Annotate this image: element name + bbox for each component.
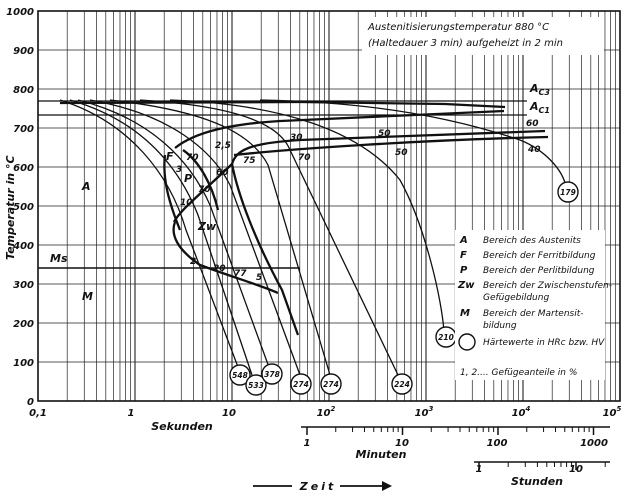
curve-label-70c: 70 [298,153,311,163]
hardness-value-378: 378 [264,370,280,379]
x-tick-hour-10: 10 [569,464,583,475]
legend-fraction-note: 1, 2.... Gefügeanteile in % [460,368,578,378]
legend [455,230,612,380]
curve-label-50a: 50 [378,129,391,139]
x-axis-hours-label: Stunden [510,475,564,488]
curve-label-70b: 70 [198,185,211,195]
curve-label-2: 2 [190,257,197,267]
legend-hardness-note: Härtewerte in HRc bzw. HV [483,338,605,348]
time-arrow-label: Zeit [299,480,337,493]
region-f: F [166,150,174,163]
curve-label-77: 77 [234,269,247,279]
x-axis-minutes-label: Minuten [355,448,407,461]
y-tick-label: 200 [13,319,34,330]
curve-label-5: 5 [256,273,263,283]
y-tick-label: 1000 [6,7,34,18]
curve-label-70a: 70 [186,153,199,163]
x-tick-min-1000: 1000 [580,438,608,449]
curve-label-3: 3 [176,165,183,175]
legend-text-m-2: bildung [483,321,517,331]
curve-label-60r: 60 [526,119,539,129]
legend-text-p: Bereich der Perlitbildung [483,266,595,276]
x-tick-min-1: 1 [303,438,311,449]
y-tick-label: 600 [13,163,34,174]
x-tick-sec-4: $10^3$ [414,405,434,419]
title-line-1: Austenitisierungstemperatur 880 °C [368,22,550,33]
curve-label-20: 20 [213,264,226,274]
legend-hardness-circle-icon [459,334,475,350]
curve-label-30: 30 [290,133,303,143]
legend-text-zw-2: Gefügebildung [483,293,550,303]
legend-text-m-1: Bereich der Martensit- [483,309,584,319]
legend-key-zw: Zw [458,280,475,291]
x-tick-min-10: 10 [395,438,409,449]
curve-label-2-5: 2,5 [215,141,231,151]
legend-text-zw-1: Bereich der Zwischenstufen- [483,281,612,291]
ac1-label: $A_{C1}$ [530,100,550,115]
legend-text-f: Bereich der Ferritbildung [483,251,596,261]
y-tick-label: 500 [13,202,34,213]
x-tick-hour-1: 1 [475,464,483,475]
ms-label: Ms [50,252,68,265]
curve-label-10: 10 [180,198,193,208]
hardness-value-533: 533 [248,381,264,390]
x-tick-sec-1: 1 [127,408,135,419]
y-axis-label: Temperatur in °C [4,155,17,260]
hardness-value-210: 210 [438,333,454,342]
region-a: A [82,180,91,193]
region-zw: Zw [198,220,217,233]
legend-text-a: Bereich des Austenits [483,236,581,246]
title-box [362,17,604,55]
hardness-value-179: 179 [560,188,576,197]
x-tick-sec-3: $10^2$ [316,405,336,419]
y-tick-label: 0 [27,397,34,408]
region-m: M [82,290,93,303]
curve-label-50b: 50 [395,148,408,158]
region-p: P [184,172,193,185]
y-tick-label: 400 [13,241,34,252]
curve-label-75: 75 [243,156,256,166]
legend-key-p: P [460,265,468,276]
x-tick-sec-6: $10^5$ [602,405,622,419]
x-tick-sec-0: 0,1 [29,408,47,419]
y-tick-label: 800 [13,85,34,96]
hardness-value-274b: 274 [323,380,339,389]
x-axis-seconds-label: Sekunden [151,420,213,433]
x-tick-sec-2: 10 [222,408,236,419]
hardness-value-274a: 274 [293,380,309,389]
ac3-label: $A_{C3}$ [530,82,550,97]
legend-key-f: F [460,250,467,261]
y-tick-label: 100 [13,358,34,369]
legend-key-a: A [460,235,468,246]
curve-label-60: 60 [216,168,229,178]
title-line-2: (Haltedauer 3 min) aufgeheizt in 2 min [368,38,563,49]
hardness-value-224: 224 [394,380,410,389]
curve-label-40: 40 [528,145,541,155]
hardness-value-548: 548 [232,371,248,380]
x-tick-sec-5: $10^4$ [511,405,531,419]
y-tick-label: 900 [13,46,34,57]
x-tick-min-100: 100 [486,438,508,449]
legend-key-m: M [460,308,470,319]
y-tick-label: 300 [13,280,34,291]
y-tick-label: 700 [13,124,34,135]
